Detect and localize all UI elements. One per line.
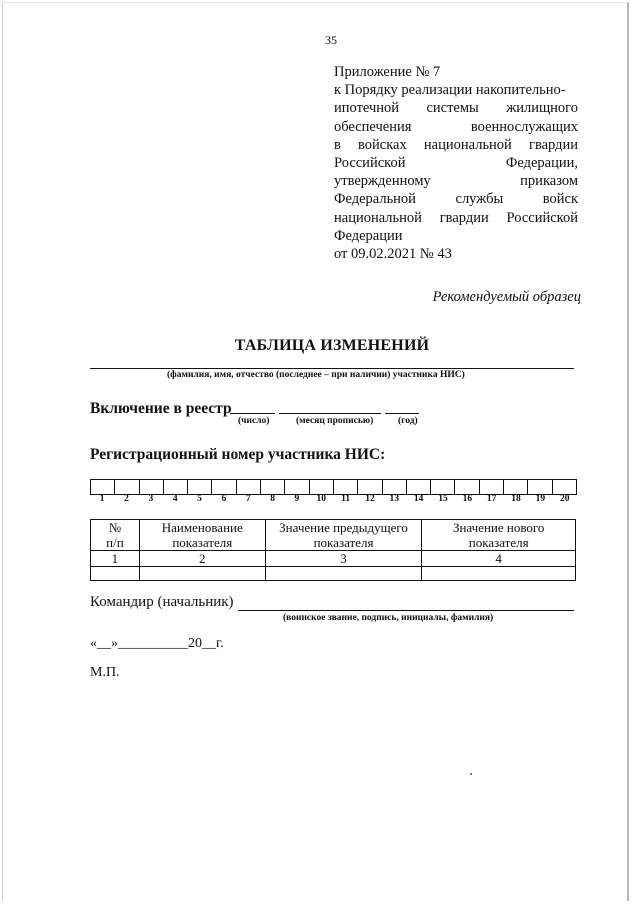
header-new-text: Значение нового показателя: [452, 520, 545, 550]
name-line: [90, 368, 574, 369]
registry-caption-year: (год): [398, 416, 418, 426]
date-line: «__»__________20__г.: [90, 636, 224, 651]
digit-label: 6: [221, 494, 227, 504]
digit-label: 14: [413, 494, 424, 504]
scan-speck: [470, 773, 472, 775]
digit-cell[interactable]: [261, 480, 285, 494]
header-name-text: Наименование показателя: [161, 520, 243, 550]
header-previous-text: Значение предыдущего показателя: [279, 520, 408, 550]
appendix-line: к Порядку реализации накопительно-: [334, 82, 566, 99]
digit-label: 17: [486, 494, 497, 504]
changes-table: [90, 519, 576, 581]
appendix-line: Приложение № 7: [334, 64, 441, 80]
registry-caption-number: (число): [238, 416, 270, 426]
registry-label: Включение в реестр: [90, 400, 232, 417]
digit-cell[interactable]: [310, 480, 334, 494]
appendix-line: обеспечения военнослужащих: [334, 118, 578, 135]
registry-month-line: [279, 413, 381, 414]
page-number: 35: [325, 33, 337, 47]
commander-label: Командир (начальник): [90, 594, 234, 610]
table-row: [91, 567, 576, 581]
reg-number-label: Регистрационный номер участника НИС:: [90, 446, 386, 463]
digit-cell[interactable]: [140, 480, 164, 494]
reg-number-cells: [90, 479, 577, 495]
digit-cell[interactable]: [91, 480, 115, 494]
header-index-text: № п/п: [106, 520, 124, 550]
digit-label: 7: [245, 494, 251, 504]
digit-cell[interactable]: [164, 480, 188, 494]
digit-label: 1: [99, 494, 105, 504]
digit-label: 10: [316, 494, 327, 504]
digit-cell[interactable]: [358, 480, 382, 494]
reg-number-digits: [90, 494, 577, 504]
appendix-line: от 09.02.2021 № 43: [334, 246, 452, 263]
digit-label: 9: [294, 494, 300, 504]
registry-year-line: [385, 413, 419, 414]
document-title: ТАБЛИЦА ИЗМЕНЕНИЙ: [234, 337, 430, 354]
header-new: [422, 520, 576, 551]
commander-caption: (воинское звание, подпись, инициалы, фамилия): [283, 613, 494, 623]
digit-label: 4: [172, 494, 178, 504]
table-row: [91, 551, 576, 567]
column-number: 3: [265, 551, 422, 567]
digit-cell[interactable]: [528, 480, 552, 494]
digit-cell[interactable]: [480, 480, 504, 494]
digit-label: 15: [438, 494, 448, 504]
appendix-line: национальной гвардии Российской: [334, 209, 578, 226]
digit-cell[interactable]: [553, 480, 576, 494]
digit-label: 18: [511, 494, 521, 504]
digit-cell[interactable]: [334, 480, 358, 494]
table-cell[interactable]: [265, 567, 422, 581]
digit-cell[interactable]: [285, 480, 309, 494]
sample-label: Рекомендуемый образец: [432, 289, 581, 305]
digit-label: 19: [535, 494, 546, 504]
digit-label: 20: [559, 494, 570, 504]
digit-cell[interactable]: [383, 480, 407, 494]
digit-label: 13: [389, 494, 400, 504]
digit-cell[interactable]: [407, 480, 431, 494]
commander-line: [238, 610, 574, 611]
header-name: [139, 520, 265, 551]
digit-cell[interactable]: [237, 480, 261, 494]
appendix-line: в войсках национальной гвардии: [334, 136, 578, 153]
digit-label: 5: [197, 494, 202, 504]
digit-cell[interactable]: [504, 480, 528, 494]
digit-cell[interactable]: [188, 480, 212, 494]
table-cell[interactable]: [422, 567, 576, 581]
digit-cell[interactable]: [115, 480, 139, 494]
digit-cell[interactable]: [455, 480, 479, 494]
header-previous: [265, 520, 422, 551]
column-number: 1: [91, 551, 140, 567]
appendix-line: Российской Федерации,: [334, 155, 578, 172]
appendix-header: [334, 63, 578, 263]
digit-label: 16: [462, 494, 473, 504]
name-caption: (фамилия, имя, отчество (последнее – при наличии) участника НИС): [167, 370, 465, 380]
digit-label: 11: [341, 494, 351, 504]
registry-caption-month: (месяц прописью): [296, 416, 374, 426]
table-cell[interactable]: [91, 567, 140, 581]
digit-label: 3: [148, 494, 154, 504]
column-number: 4: [422, 551, 576, 567]
digit-cell[interactable]: [212, 480, 236, 494]
appendix-line: Федеральной службы войск: [334, 191, 578, 208]
digit-label: 2: [124, 494, 129, 504]
column-number: 2: [139, 551, 265, 567]
appendix-line: утвержденному приказом: [334, 173, 578, 190]
table-cell[interactable]: [139, 567, 265, 581]
seal-label: М.П.: [90, 665, 120, 680]
digit-label: 8: [270, 494, 275, 504]
digit-cell[interactable]: [431, 480, 455, 494]
registry-number-line: [230, 413, 275, 414]
header-index: [91, 520, 140, 551]
appendix-line: Федерации: [334, 227, 403, 244]
table-header-row: [91, 520, 576, 551]
appendix-line: ипотечной системы жилищного: [334, 100, 578, 117]
digit-label: 12: [365, 494, 375, 504]
